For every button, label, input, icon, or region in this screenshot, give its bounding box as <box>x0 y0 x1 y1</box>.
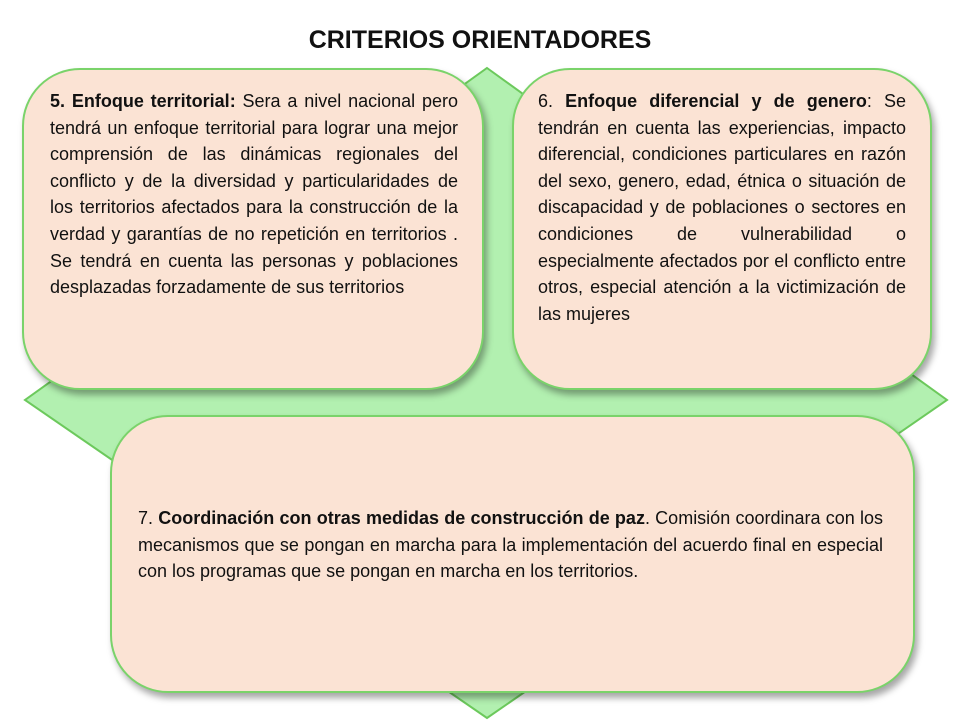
criterion-territorial-box <box>22 68 484 390</box>
page-title: CRITERIOS ORIENTADORES <box>308 26 652 54</box>
criterion-coordinacion-body: . Comisión coordinara con los mecanismos que se pongan en marcha para la implementación del acuerdo final en especial con los programas que se pongan en marcha en los territorios. <box>138 508 883 582</box>
criterion-diferencial-box <box>512 68 932 390</box>
criterion-coordinacion-box <box>110 415 915 693</box>
criterion-territorial-heading: 5. Enfoque territorial: <box>50 91 236 111</box>
criterion-coordinacion-text <box>138 505 883 585</box>
criterion-territorial-text <box>50 88 458 301</box>
criterion-coordinacion-number: 7. <box>138 508 154 528</box>
criterion-territorial-body: Sera a nivel nacional pero tendrá un enfoque territorial para lograr una mejor comprensión de las dinámicas regionales del conflicto y de la diversidad y particularidades de los territorios afectados para la construcción de la verdad y garantías de no repetición en territorios . Se tendrá en cuenta las personas y poblaciones desplazadas forzadamente de sus territorios <box>50 91 458 298</box>
criterion-diferencial-body: : Se tendrán en cuenta las experiencias, impacto diferencial, condiciones particulares en razón del sexo, genero, edad, étnica o situación de discapacidad y de poblaciones o sectores en condiciones de vulnerabilidad o especialmente afectados por el conflicto entre otros, especial atención a la victimización de las mujeres <box>538 91 906 324</box>
criterion-diferencial-text <box>538 88 906 327</box>
criterion-diferencial-number: 6. <box>538 91 554 111</box>
criterion-coordinacion-heading: Coordinación con otras medidas de construcción de paz <box>158 508 645 528</box>
criterion-diferencial-heading: Enfoque diferencial y de genero <box>565 91 867 111</box>
